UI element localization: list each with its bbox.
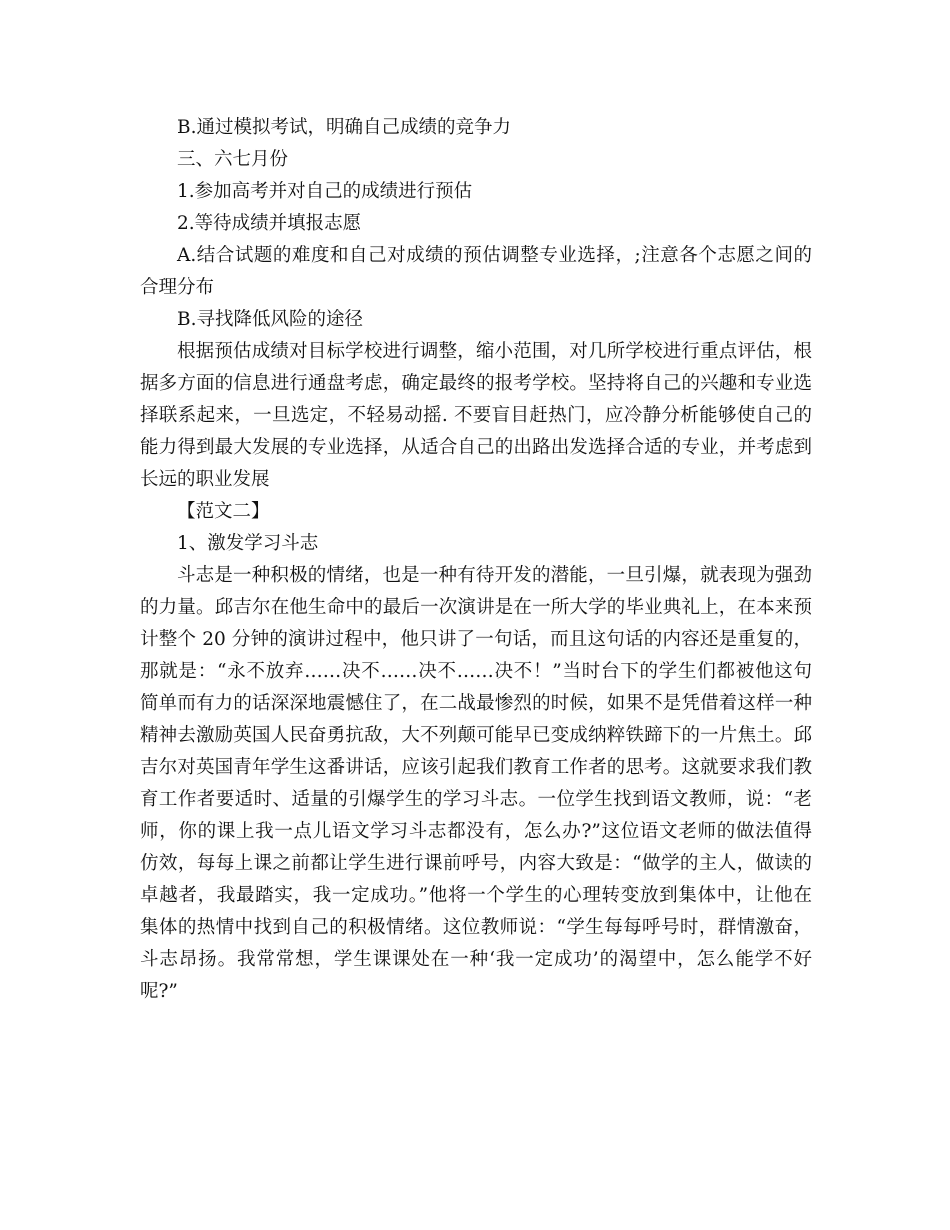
section-heading: 1、激发学习斗志 — [177, 533, 319, 554]
section-heading: 【范文二】 — [177, 501, 270, 522]
text-line: 呢?” — [140, 981, 178, 1002]
text-line: 师，你的课上我一点儿语文学习斗志都没有，怎么办?”这位语文老师的做法值得 — [140, 821, 812, 842]
text-line: 据多方面的信息进行通盘考虑，确定最终的报考学校。坚持将自己的兴趣和专业选 — [140, 373, 812, 394]
text-line: 合理分布 — [140, 277, 215, 298]
text-line: 计整个 20 分钟的演讲过程中，他只讲了一句话，而且这句话的内容还是重复的， — [140, 629, 812, 650]
text-line: 简单而有力的话深深地震憾住了，在二战最惨烈的时候，如果不是凭借着这样一种 — [140, 693, 812, 714]
document-body — [140, 112, 812, 1008]
paragraph: 1.参加高考并对自己的成绩进行预估 — [177, 181, 473, 202]
text-line: 仿效，每每上课之前都让学生进行课前呼号，内容大致是：“做学的主人，做读的 — [140, 853, 812, 874]
paragraph: B.通过模拟考试，明确自己成绩的竞争力 — [177, 117, 511, 138]
text-line: 那就是：“永不放弃……决不……决不……决不！”当时台下的学生们都被他这句 — [140, 661, 812, 682]
text-line: 的力量。邱吉尔在他生命中的最后一次演讲是在一所大学的毕业典礼上，在本来预 — [140, 597, 812, 618]
text-line: 卓越者，我最踏实，我一定成功。”他将一个学生的心理转变放到集体中，让他在 — [140, 885, 812, 906]
paragraph: 2.等待成绩并填报志愿 — [177, 213, 362, 234]
text-line: A.结合试题的难度和自己对成绩的预估调整专业选择，;注意各个志愿之间的 — [177, 245, 812, 266]
text-line: 精神去激励英国人民奋勇抗敌，大不列颠可能早已变成纳粹铁蹄下的一片焦土。邱 — [140, 725, 812, 746]
text-line: 吉尔对英国青年学生这番讲话，应该引起我们教育工作者的思考。这就要求我们教 — [140, 757, 812, 778]
text-line: 斗志是一种积极的情绪，也是一种有待开发的潜能，一旦引爆，就表现为强劲 — [177, 565, 812, 586]
paragraph — [140, 240, 812, 304]
paragraph: B.寻找降低风险的途径 — [177, 309, 363, 330]
text-line: 能力得到最大发展的专业选择，从适合自己的出路出发选择合适的专业，并考虑到 — [140, 437, 812, 458]
text-line: 根据预估成绩对目标学校进行调整，缩小范围，对几所学校进行重点评估，根 — [177, 341, 812, 362]
text-line: 斗志昂扬。我常常想，学生课课处在一种‘我一定成功’的渴望中，怎么能学不好 — [140, 949, 812, 970]
text-line: 育工作者要适时、适量的引爆学生的学习斗志。一位学生找到语文教师，说：“老 — [140, 789, 812, 810]
section-heading: 三、六七月份 — [177, 149, 289, 170]
text-line: 集体的热情中找到自己的积极情绪。这位教师说：“学生每每呼号时，群情激奋， — [140, 917, 812, 938]
text-line: 择联系起来，一旦选定，不轻易动摇. 不要盲目赶热门，应冷静分析能够使自己的 — [140, 405, 812, 426]
text-line: 长远的职业发展 — [140, 469, 270, 490]
paragraph — [140, 336, 812, 496]
paragraph — [140, 560, 812, 1008]
